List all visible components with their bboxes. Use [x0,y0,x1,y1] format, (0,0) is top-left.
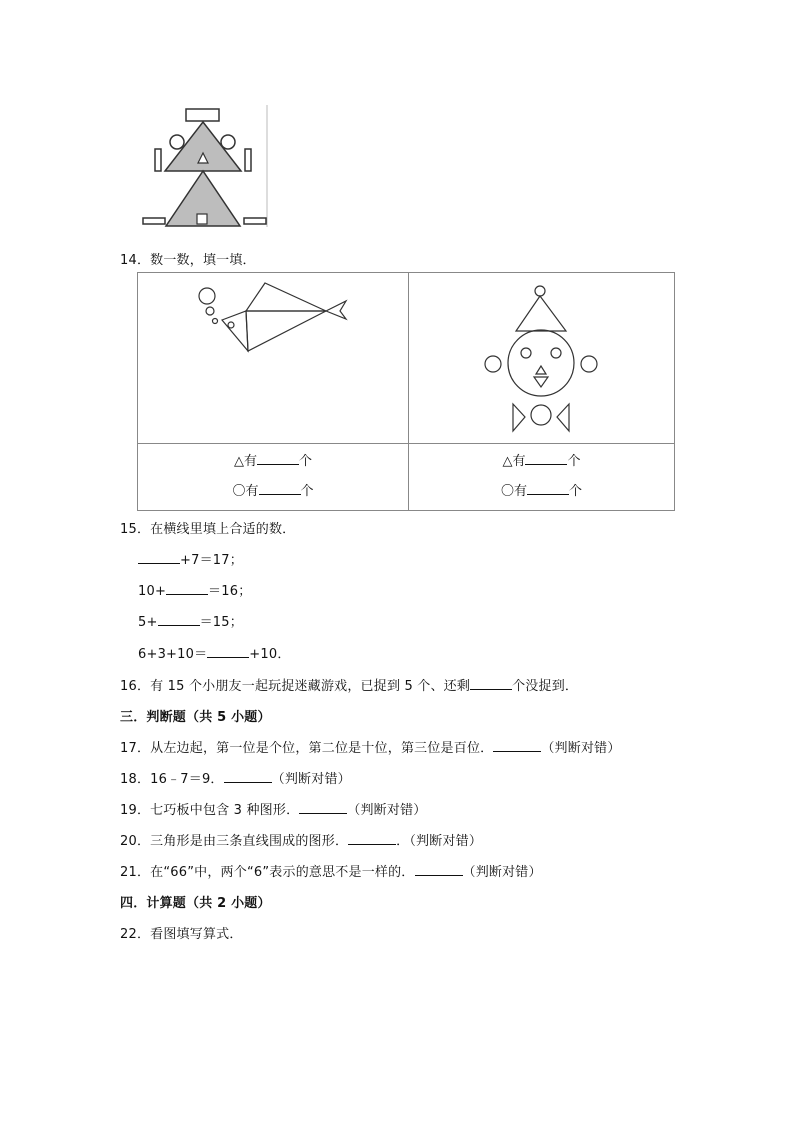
q17-text: 17．从左边起，第一位是个位，第二位是十位，第三位是百位． [120,741,494,756]
q15-line4-start: 6+3+10＝ [138,647,208,662]
left-eye-circle [521,348,531,358]
fish-triangle-label: △有 [233,454,257,469]
bubble-medium [206,307,214,315]
section4-heading: 四．计算题（共 2 小题） [120,896,271,911]
q17-blank[interactable] [493,739,541,752]
hat-triangle [516,296,566,331]
fish-circle-label: 〇有 [232,484,259,499]
bowtie-right-triangle [557,404,569,431]
clown-circle-blank[interactable] [527,482,569,495]
bubble-large [199,288,215,304]
q15-line2-start: 10+ [138,584,167,599]
q22-title: 22．看图填写算式． [120,927,243,942]
fish-circle-blank[interactable] [259,482,301,495]
small-square [197,214,207,224]
left-ear-circle [485,356,501,372]
fish-body-bottom-triangle [246,311,326,351]
q15-line1-text: +7＝17； [180,553,243,568]
q15-line1-blank[interactable] [138,551,180,564]
bowtie-left-triangle [513,404,525,431]
fish-head-triangle [222,311,248,351]
q15-line3 [138,611,243,630]
clown-cell [409,273,675,444]
q19 [120,799,426,818]
q21-tail: （判断对错） [462,865,542,880]
q15-line3-start: 5+ [138,615,158,630]
bubble-small [213,319,218,324]
q20-tail: ．（判断对错） [396,834,483,849]
q15-line4-end: +10． [249,647,291,662]
q14-table [137,272,675,511]
bowtie-center-circle [531,405,551,425]
q19-text: 19．七巧板中包含 3 种图形． [120,803,300,818]
nose-triangle [536,366,546,374]
fish-cell [138,273,409,444]
q19-blank[interactable] [299,801,347,814]
mouth-triangle [534,377,548,387]
q15-line4-blank[interactable] [207,645,249,658]
right-foot-rectangle [244,218,266,224]
q19-tail: （判断对错） [347,803,427,818]
q15-line2-blank[interactable] [166,582,208,595]
hat-ball-circle [535,286,545,296]
right-eye-circle [551,348,561,358]
right-ear-circle [581,356,597,372]
q21 [120,861,542,880]
left-circle [170,135,184,149]
q15-line2 [138,580,251,599]
q16 [120,675,578,694]
head-rectangle [186,109,219,121]
q15-line1 [138,549,243,568]
clown-answer-cell [409,444,675,511]
fish-triangle-blank[interactable] [257,452,299,465]
upper-triangle [165,122,241,171]
q20-blank[interactable] [348,832,396,845]
clown-circle-unit: 个 [569,484,583,499]
q15-line3-end: ＝15； [199,615,243,630]
q18 [120,768,351,787]
q16-blank[interactable] [470,677,512,690]
fish-eye-circle [228,322,234,328]
q17 [120,737,621,756]
q21-text: 21．在“66”中，两个“6”表示的意思不是一样的． [120,865,415,880]
left-arm-rectangle [155,149,161,171]
q18-text: 18．16﹣7＝9． [120,772,224,787]
fish-body-top-triangle [246,283,326,311]
robot-shapes-figure [140,105,270,230]
fish-circle-unit: 个 [300,484,314,499]
left-foot-rectangle [143,218,165,224]
q18-tail: （判断对错） [271,772,351,787]
q17-tail: （判断对错） [541,741,621,756]
q15-line4 [138,643,291,662]
clown-circle-label: 〇有 [500,484,527,499]
clown-figure [409,273,675,443]
clown-triangle-label: △有 [502,454,526,469]
q15-line3-blank[interactable] [158,613,200,626]
q18-blank[interactable] [224,770,272,783]
fish-answer-cell [138,444,409,511]
q21-blank[interactable] [415,863,463,876]
fish-figure [138,273,408,443]
fish-triangle-unit: 个 [298,454,312,469]
q20-text: 20．三角形是由三条直线围成的图形． [120,834,349,849]
section3-heading: 三．判断题（共 5 小题） [120,710,271,725]
q14-title: 14．数一数，填一填． [120,253,256,268]
clown-triangle-unit: 个 [567,454,581,469]
q16-text: 16．有 15 个小朋友一起玩捉迷藏游戏，已捉到 5 个、还剩 [120,679,471,694]
q15-line2-end: ＝16； [208,584,252,599]
clown-triangle-blank[interactable] [525,452,567,465]
q16-end: 个没捉到． [512,679,579,694]
q20 [120,830,482,849]
q15-title: 15．在横线里填上合适的数． [120,522,296,537]
fish-tail-triangle [326,301,346,319]
right-arm-rectangle [245,149,251,171]
